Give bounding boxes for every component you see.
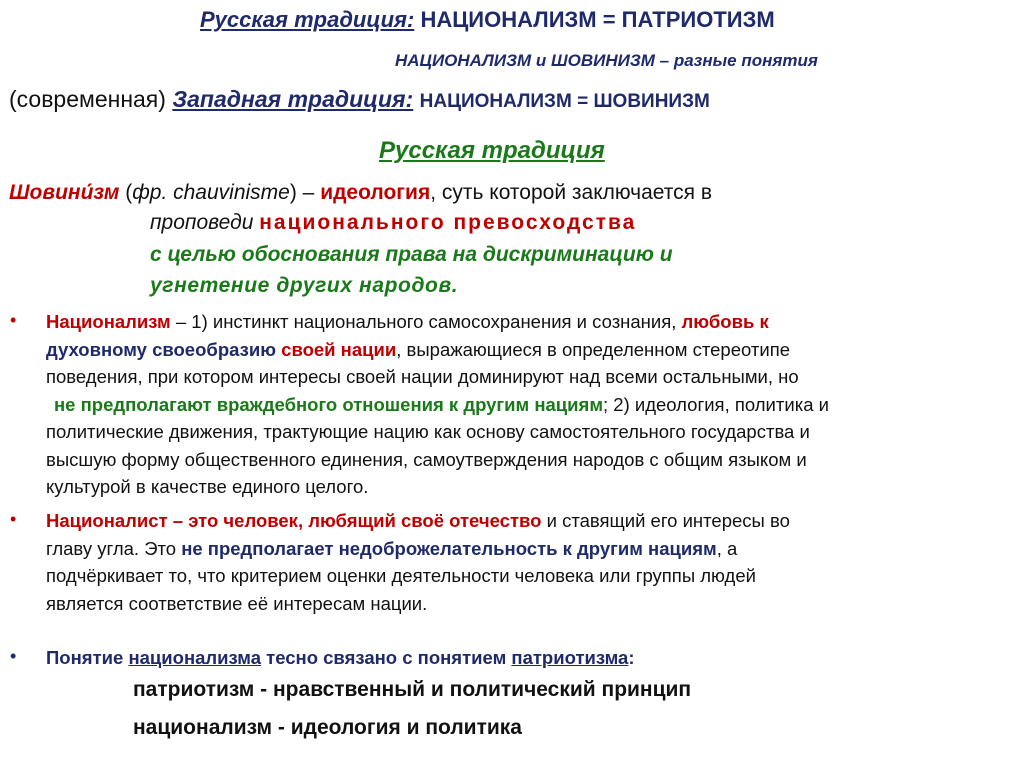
bullet-marker: • [10,646,17,666]
definition-line-4: угнетение других народов. [150,274,459,297]
nationalism-equals-patriotism: НАЦИОНАЛИЗМ = ПАТРИОТИЗМ [420,7,775,32]
nationalism-text: Национализм – 1) инстинкт национального самосохранения и сознания, любовь к духовному своеобразию своей нации, выражающиеся в определенном стереотипе поведения, при котором интересы своей нации доминируют над всеми остальными, но не предполагают враждебного отношения к другим нациям; 2) идеология, политика и политические движения, трактующие нацию как основу самостоятельного государства и высшую форму общественного единения, самоутверждения народов с общим языком и культурой в качестве единого целого. [46,311,829,497]
nationalism-definition: национализм - идеология и политика [133,716,522,739]
national-superiority: национального превосходства [259,211,637,234]
bullet-marker: • [10,310,17,330]
western-tradition-label: Западная традиция: [172,86,414,112]
bullet-marker: • [10,509,17,529]
no-hostility-phrase: не предполагают враждебного отношения к другим нациям [54,393,604,415]
russian-tradition-label: Русская традиция: [200,7,415,32]
nationalist-text: Националист – это человек, любящий своё отечество и ставящий его интересы во главу угла. Это не предполагает недоброжелательность к другим нациям, а подчёркивает то, что критерием оценки деятельности человека или группы людей является соответствие её интересам нации. [46,510,790,614]
nationalism-equals-chauvinism: НАЦИОНАЛИЗМ = ШОВИНИЗМ [419,91,710,112]
chauvinism-origin: фр. chauvinisme [132,181,290,204]
patriotism-definition: патриотизм - нравственный и политический принцип [133,678,692,701]
definition-line-3: с целью обоснования права на дискриминацию и [150,243,673,266]
concept-relation-text: Понятие национализма тесно связано с понятием патриотизма: [46,647,635,668]
ideology-word: идеология [320,181,431,204]
section-title-russian-tradition: Русская традиция [379,137,605,164]
nationalism-chauvinism-different-concepts: НАЦИОНАЛИЗМ и ШОВИНИЗМ – разные понятия [395,51,818,70]
modern-label: (современная) [9,86,166,112]
nationalist-definition: Националист – это человек, любящий своё отечество [46,510,542,531]
definition-line-1: Шовини́зм (фр. chauvinisme) – идеология, суть которой заключается в [9,181,713,204]
header-line-russian-tradition [200,7,775,33]
definition-line-2: проповеди национального превосходства [150,211,637,234]
header-line-western-tradition [9,86,710,113]
nationalism-term: Национализм [46,311,171,332]
chauvinism-term: Шовини́зм [9,181,120,204]
